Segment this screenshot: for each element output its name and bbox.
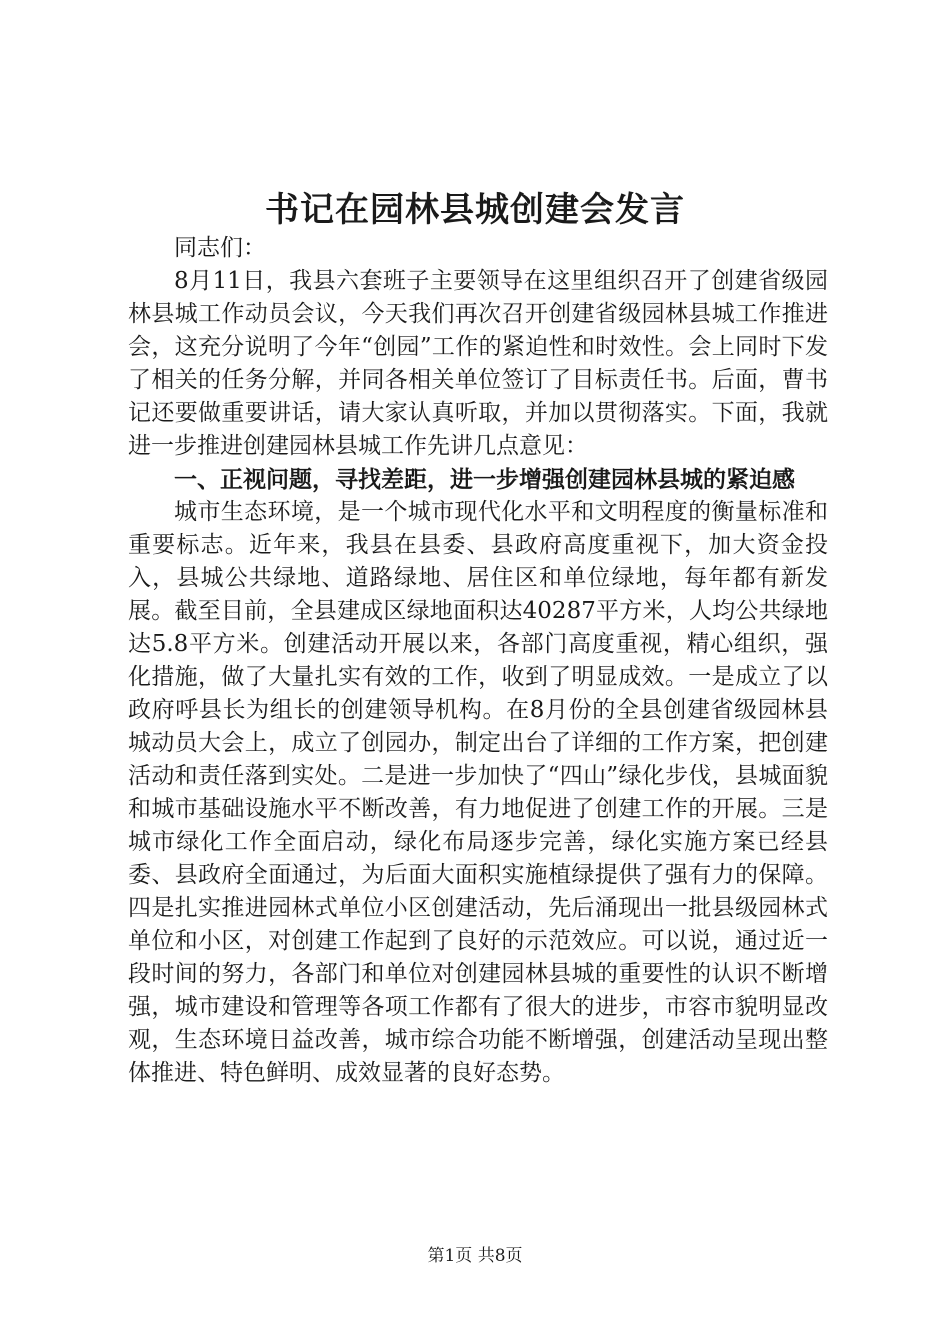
section-heading: 一、正视问题，寻找差距，进一步增强创建园林县城的紧迫感 <box>174 466 795 493</box>
salutation: 同志们： <box>174 235 266 261</box>
paragraph-section-1: 城市生态环境，是一个城市现代化水平和文明程度的衡量标准和重要标志。近年来，我县在县委、县政府高度重视下，加大资金投入，县城公共绿地、道路绿地、居住区和单位绿地，每年都有新发展。截至目前，全县建成区绿地面积达40287平方米，人均公共绿地达5.8平方米。创建活动开展以来，各部门高度重视，精心组织，强化措施，做了大量扎实有效的工作，收到了明显成效。一是成立了以政府呼县长为组长的创建领导机构。在8月份的全县创建省级园林县城动员大会上，成立了创园办，制定出台了详细的工作方案，把创建活动和责任落到实处。二是进一步加快了“四山”绿化步伐，县城面貌和城市基础设施水平不断改善，有力地促进了创建工作的开展。三是城市绿化工作全面启动，绿化布局逐步完善，绿化实施方案已经县委、县政府全面通过，为后面大面积实施植绿提供了强有力的保障。四是扎实推进园林式单位小区创建活动，先后涌现出一批县级园林式单位和小区，对创建工作起到了良好的示范效应。可以说，通过近一段时间的努力，各部门和单位对创建园林县城的重要性的认识不断增强，城市建设和管理等各项工作都有了很大的进步，市容市貌明显改观，生态环境日益改善，城市综合功能不断增强，创建活动呈现出整体推进、特色鲜明、成效显著的良好态势。 <box>128 499 828 1086</box>
paragraph-intro: 8月11日，我县六套班子主要领导在这里组织召开了创建省级园林县城工作动员会议，今天我们再次召开创建省级园林县城工作推进会，这充分说明了今年“创园”工作的紧迫性和时效性。会上同时下发了相关的任务分解，并同各相关单位签订了目标责任书。后面，曹书记还要做重要讲话，请大家认真听取，并加以贯彻落实。下面，我就进一步推进创建园林县城工作先讲几点意见： <box>128 268 828 459</box>
document-title: 书记在园林县城创建会发言 <box>265 190 685 230</box>
document-body <box>128 232 828 1090</box>
page-number-footer: 第1页 共8页 <box>427 1246 523 1266</box>
